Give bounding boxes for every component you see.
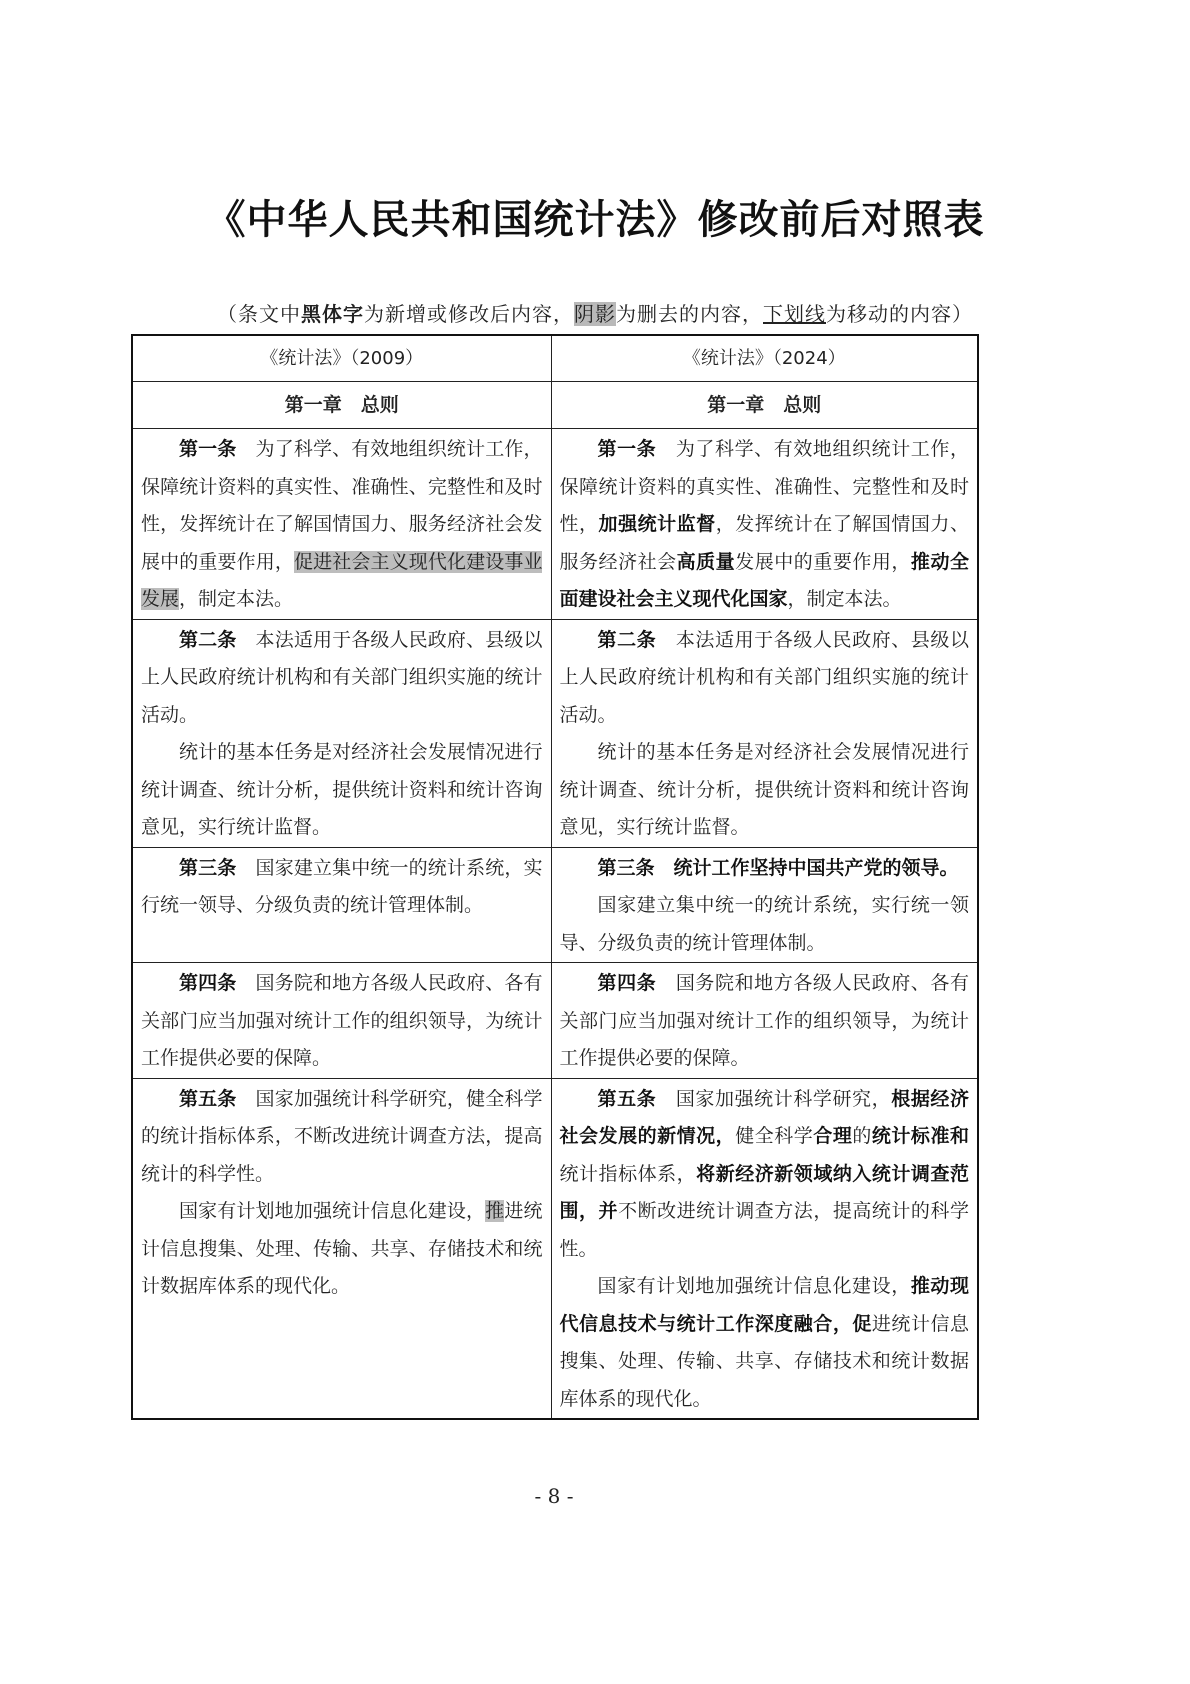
article-new: [551, 847, 978, 963]
text: 本法适用于各级人民政府、县级以上人民政府统计机构和有关部门组织实施的统计活动。: [141, 628, 543, 726]
text: 统计指标体系，: [559, 1162, 697, 1185]
header-old: 《统计法》（2009）: [132, 335, 551, 382]
article-paragraph: [560, 965, 970, 1078]
added-text: 第四条: [179, 972, 237, 994]
legend-underline-sample: 下划线: [763, 302, 826, 326]
article-paragraph: [141, 1081, 543, 1194]
added-text: 第四条: [597, 972, 657, 994]
added-text: 第三条: [179, 856, 237, 879]
text: 国家有计划地加强统计信息化建设，: [597, 1275, 911, 1297]
added-text: 统计标准和: [871, 1125, 969, 1147]
added-text: 高质量: [676, 550, 736, 573]
deleted-text: 推: [485, 1200, 505, 1222]
text: 统计的基本任务是对经济社会发展情况进行统计调查、统计分析，提供统计资料和统计咨询意见，实行统计监督。: [559, 741, 969, 838]
page-number: - 8 -: [534, 1484, 574, 1508]
legend-text: 为删去的内容，: [616, 302, 763, 326]
article-paragraph: [141, 850, 543, 925]
added-text: 第三条 统计工作坚持中国共产党的领导。: [597, 856, 959, 879]
text: 进统计信息搜集、处理、传输、共享、存储技术和统计数据库体系的现代化。: [141, 1200, 543, 1297]
legend-text: 为移动的内容）: [826, 302, 973, 326]
text: 国务院和地方各级人民政府、各有关部门应当加强对统计工作的组织领导，为统计工作提供必要的保障。: [559, 972, 969, 1069]
article-paragraph: [141, 1193, 543, 1306]
text: 国家加强统计科学研究，: [656, 1087, 892, 1110]
document-title: 《中华人民共和国统计法》修改前后对照表: [205, 197, 985, 243]
text: 国务院和地方各级人民政府、各有关部门应当加强对统计工作的组织领导，为统计工作提供必要的保障。: [141, 972, 543, 1069]
text: ，制定本法。: [787, 588, 902, 610]
article-new: [551, 429, 978, 620]
text: 进统计信息搜集、处理、传输、共享、存储技术和统计数据库体系的现代化。: [559, 1312, 969, 1410]
article-new: [551, 1078, 978, 1419]
legend-text: （条文中: [217, 302, 301, 326]
text: ，发挥统计在了解国情国力、服务经济社会: [559, 513, 969, 573]
added-text: 第五条: [597, 1087, 657, 1110]
text: 的: [852, 1125, 872, 1147]
article-paragraph: [560, 1081, 970, 1269]
article-row: [132, 847, 978, 963]
article-paragraph: [141, 965, 543, 1078]
text: 国家加强统计科学研究，健全科学的统计指标体系，不断改进统计调查方法，提高统计的科学性。: [141, 1087, 543, 1185]
chapter-new: 第一章 总则: [551, 382, 978, 429]
article-old: [132, 963, 551, 1079]
text: 国家建立集中统一的统计系统，实行统一领导、分级负责的统计管理体制。: [559, 894, 969, 954]
article-paragraph: [560, 1268, 970, 1418]
page-body: [131, 334, 977, 1550]
text: 为了科学、有效地组织统计工作，保障统计资料的真实性、准确性、完整性和及时性，: [559, 438, 969, 535]
deleted-text: 促进社会主义现代化建设事业发展: [141, 550, 543, 610]
article-old: [132, 619, 551, 847]
added-text: 第五条: [179, 1087, 237, 1110]
text: 统计的基本任务是对经济社会发展情况进行统计调查、统计分析，提供统计资料和统计咨询意见，实行统计监督。: [141, 741, 543, 838]
article-row: [132, 429, 978, 620]
article-paragraph: [560, 850, 970, 888]
text: 国家建立集中统一的统计系统，实行统一领导、分级负责的统计管理体制。: [141, 856, 543, 916]
article-paragraph: [141, 431, 543, 619]
article-paragraph: [560, 887, 970, 962]
chapter-old: 第一章 总则: [132, 382, 551, 429]
added-text: 第一条: [179, 438, 237, 460]
article-paragraph: [141, 734, 543, 847]
header-row: [132, 335, 978, 382]
text: 发展中的重要作用，: [735, 550, 911, 573]
article-row: [132, 963, 978, 1079]
text: 本法适用于各级人民政府、县级以上人民政府统计机构和有关部门组织实施的统计活动。: [559, 628, 969, 726]
header-new: 《统计法》（2024）: [551, 335, 978, 382]
added-text: 推动全面建设社会主义现代化国家: [559, 550, 969, 610]
article-paragraph: [560, 734, 970, 847]
legend-bold-sample: 黑体字: [301, 302, 364, 326]
legend-note: [0, 300, 1190, 328]
article-old: [132, 847, 551, 963]
added-text: 第一条: [597, 438, 657, 460]
article-paragraph: [560, 431, 970, 619]
added-text: 第二条: [179, 628, 237, 651]
text: ，制定本法。: [179, 588, 294, 610]
article-new: [551, 619, 978, 847]
added-text: 加强统计监督: [598, 513, 716, 535]
article-row: [132, 619, 978, 847]
article-row: [132, 1078, 978, 1419]
chapter-row: [132, 382, 978, 429]
article-new: [551, 963, 978, 1079]
legend-text: 为新增或修改后内容，: [364, 302, 574, 326]
added-text: 根据经济社会发展的新情况，: [559, 1087, 969, 1147]
article-paragraph: [560, 622, 970, 735]
legend-shade-sample: 阴影: [574, 302, 616, 326]
added-text: 第二条: [597, 628, 657, 651]
added-text: 推动现代信息技术与统计工作深度融合，促: [559, 1275, 969, 1335]
comparison-table: [131, 334, 979, 1420]
added-text: 将新经济新领域纳入统计调查范围，并: [559, 1162, 969, 1222]
text: 健全科学: [735, 1125, 814, 1147]
text: 国家有计划地加强统计信息化建设，: [179, 1200, 486, 1222]
article-old: [132, 429, 551, 620]
article-paragraph: [141, 622, 543, 735]
text: 为了科学、有效地组织统计工作，保障统计资料的真实性、准确性、完整性和及时性，发挥统计在了解国情国力、服务经济社会发展中的重要作用，: [141, 438, 543, 573]
article-old: [132, 1078, 551, 1419]
text: 不断改进统计调查方法，提高统计的科学性。: [559, 1200, 969, 1260]
added-text: 合理: [813, 1125, 853, 1147]
